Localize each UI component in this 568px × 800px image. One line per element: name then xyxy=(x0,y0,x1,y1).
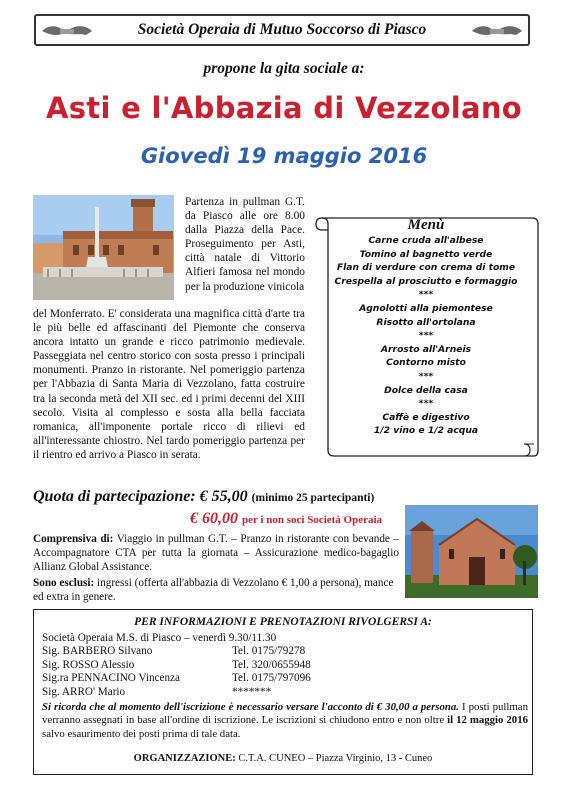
excluded-text: ingressi (offerta all'abbazia di Vezzolano € 1,00 a persona), mance ed extra in genere. xyxy=(33,577,394,604)
header-box xyxy=(34,14,530,46)
menu-item: Caffè e digestivo xyxy=(382,411,470,423)
contacts-list xyxy=(42,632,522,699)
menu-separator: *** xyxy=(418,289,434,301)
menu-list xyxy=(318,216,534,438)
contact-name: Sig.ra PENNACINO Vincenza xyxy=(42,672,181,685)
contact-row xyxy=(42,659,522,672)
seats-note: I posti pullman verranno assegnati in base all'ordine di iscrizione. Le iscrizioni si chiudono entro e non oltre xyxy=(42,701,529,727)
handshake-icon xyxy=(470,19,524,41)
contact-row xyxy=(42,645,522,658)
contact-row xyxy=(42,686,522,699)
contact-name: Sig. ARRO' Mario xyxy=(42,685,126,698)
menu-title: Menù xyxy=(407,217,445,233)
menu-separator: *** xyxy=(418,370,434,382)
info-title: PER INFORMAZIONI E PRENOTAZIONI RIVOLGERSI A: xyxy=(134,616,432,628)
organizer-label: ORGANIZZAZIONE: xyxy=(133,753,236,764)
included-services xyxy=(33,532,399,574)
asti-photo xyxy=(33,195,174,300)
office-text: Società Operaia M.S. di Piasco – venerdì 9.30/11.30 xyxy=(42,632,277,644)
menu-item: 1/2 vino e 1/2 acqua xyxy=(373,425,479,437)
price-line xyxy=(33,488,413,506)
subtitle: propone la gita sociale a: xyxy=(203,60,365,77)
excluded-label: Sono esclusi: xyxy=(33,577,95,589)
trip-description-bottom: del Monferrato. E' considerata una magnifica città d'arte tra le più belle ed affascinanti del Piemonte che conserva ancora intatto un grande e ricco patrimonio medievale. Passeggiata nel centro storico con sosta presso i principali monumenti. Pranzo in ristorante. Nel pomeriggio partenza per l'Abbazia di Santa Maria di Vezzolano, fatta costruire tra la seconda metà del XII sec. ed i primi decenni del XIII secolo. Visita al complesso e sosta alla bella facciata romanica, all'imponente portale ricco di rilievi ed all'interessante chiostro. Nel tardo pomeriggio partenza per il rientro ed arrivo a Piasco in serata. xyxy=(33,308,305,461)
contact-name: Sig. ROSSO Alessio xyxy=(42,658,135,671)
price-label: Quota di partecipazione: € 55,00 xyxy=(33,488,248,505)
association-name: Società Operaia di Mutuo Soccorso di Piasco xyxy=(137,21,427,38)
price-note: (minimo 25 partecipanti) xyxy=(251,492,375,504)
availability-note: salvo esaurimento dei posti prima di tale data. xyxy=(42,727,241,740)
deposit-note: Si ricorda che al momento dell'iscrizione è necessario versare l'acconto di € 30,00 a persona. xyxy=(42,701,459,713)
contact-phone: Tel. 320/0655948 xyxy=(232,658,311,671)
organizer-text: C.T.A. CUNEO – Piazza Virginio, 13 - Cuneo xyxy=(235,753,433,764)
main-title: Asti e l'Abbazia di Vezzolano xyxy=(46,91,522,125)
menu-item: Agnolotti alla piemontese xyxy=(359,302,493,314)
price-non-members xyxy=(190,510,410,528)
menu-item: Risotto all'ortolana xyxy=(376,316,476,328)
price-non-members-value: € 60,00 xyxy=(190,510,238,527)
handshake-icon xyxy=(40,19,94,41)
deadline-date: il 12 maggio 2016 xyxy=(447,714,528,727)
info-box xyxy=(33,609,533,775)
price-non-members-note: per i non soci Società Operaia xyxy=(242,514,383,526)
included-label: Comprensiva di: xyxy=(33,533,114,545)
trip-description-top: Partenza in pullman G.T. da Piasco alle ore 8.00 dalla Piazza della Pace. Proseguimento per Asti, città natale di Vittorio Alfieri famosa nel mondo per la produzione vinicola xyxy=(185,196,305,293)
organizer xyxy=(34,753,532,764)
contact-row xyxy=(42,672,522,685)
menu-separator: *** xyxy=(418,398,434,410)
menu-separator: *** xyxy=(418,330,434,342)
menu-item: Carne cruda all'albese xyxy=(368,235,484,246)
booking-note xyxy=(42,701,528,741)
excluded-services xyxy=(33,576,399,604)
menu-item: Dolce della casa xyxy=(384,384,468,396)
menu-item: Crespella al prosciutto e formaggio xyxy=(334,275,518,287)
contact-phone: Tel. 0175/797096 xyxy=(232,672,311,685)
menu-item: Contorno misto xyxy=(386,357,466,369)
menu-item: Arrosto all'Arneis xyxy=(380,343,472,355)
office-hours xyxy=(42,632,522,645)
menu-item: Flan di verdure con crema di tome xyxy=(336,262,516,274)
contact-phone: ******* xyxy=(232,685,272,698)
menu-item: Tomino al bagnetto verde xyxy=(359,248,493,260)
abbazia-photo xyxy=(405,505,538,598)
contact-phone: Tel. 0175/79278 xyxy=(232,645,306,658)
contact-name: Sig. BARBERO Silvano xyxy=(42,645,153,658)
included-text: Viaggio in pullman G.T. – Pranzo in ristorante con bevande – Accompagnatore CTA per tutta la giornata – Assicurazione medico-bagaglio Allianz Global Assistance. xyxy=(33,533,399,574)
event-date: Giovedì 19 maggio 2016 xyxy=(140,144,428,168)
